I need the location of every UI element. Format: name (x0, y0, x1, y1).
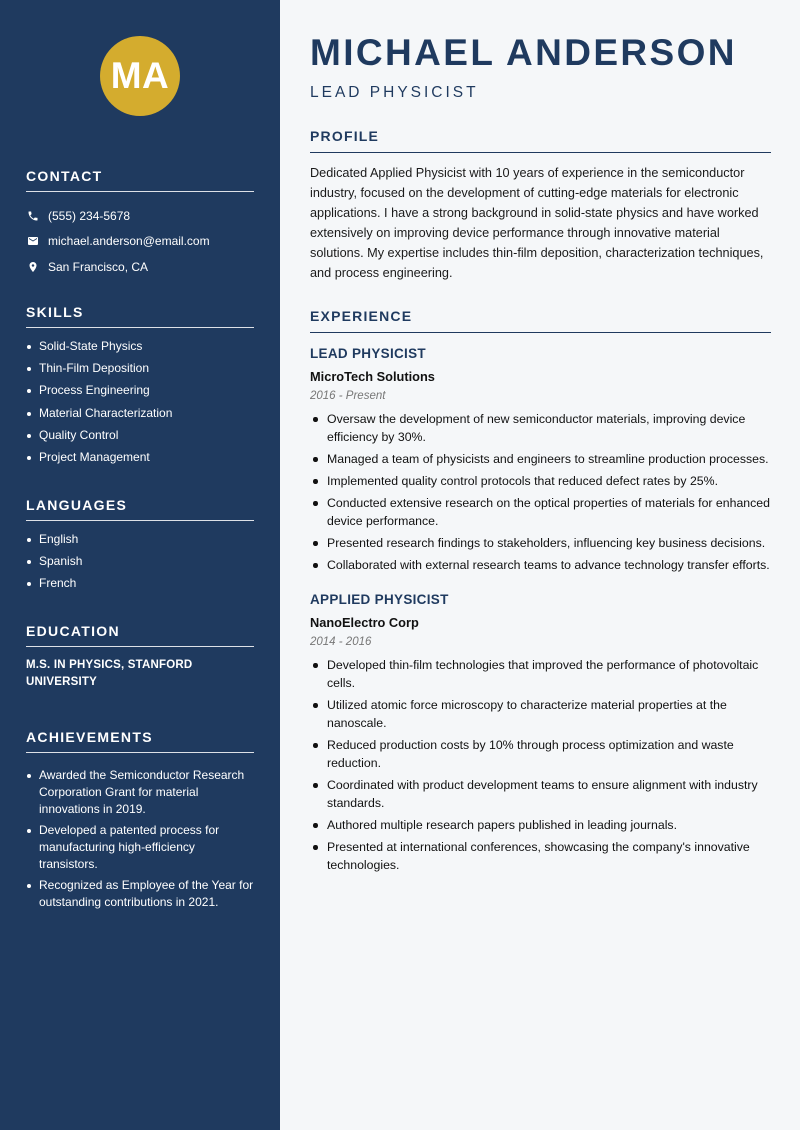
profile-section (310, 128, 771, 283)
contact-heading: CONTACT (26, 168, 254, 192)
languages-section (26, 497, 254, 598)
candidate-name: MICHAEL ANDERSON (310, 32, 737, 73)
avatar: MA (100, 36, 180, 116)
achievements-heading: ACHIEVEMENTS (26, 729, 254, 753)
job-title: LEAD PHYSICIST (310, 346, 426, 361)
skills-section (26, 304, 254, 471)
skill-item: Quality Control (26, 427, 254, 445)
profile-summary: Dedicated Applied Physicist with 10 years of experience in the semiconductor industry, focused on the development of cutting-edge materials for electronic applications. I have a strong background in solid-state physics and have worked extensively on improving device performance through innovative material solutions. My expertise includes thin-film deposition, characterization techniques, and process engineering. (310, 166, 764, 280)
contact-email[interactable] (26, 229, 254, 255)
job-bullet: Coordinated with product development teams to ensure alignment with industry standards. (310, 776, 771, 812)
job-bullet: Utilized atomic force microscopy to characterize material properties at the nanoscale. (310, 696, 771, 732)
achievement-item: Developed a patented process for manufacturing high-efficiency transistors. (26, 822, 254, 873)
skill-item: Thin-Film Deposition (26, 360, 254, 378)
achievement-item: Recognized as Employee of the Year for outstanding contributions in 2021. (26, 877, 254, 911)
language-item: English (26, 531, 254, 549)
job-entry (310, 346, 771, 574)
job-bullet: Conducted extensive research on the optical properties of materials for enhanced device performance. (310, 494, 771, 530)
skills-heading: SKILLS (26, 304, 254, 328)
skills-list (26, 338, 254, 466)
education-heading: EDUCATION (26, 623, 254, 647)
skill-item: Process Engineering (26, 382, 254, 400)
education-section (26, 623, 254, 691)
job-company: NanoElectro Corp (310, 615, 419, 630)
job-dates: 2016 - Present (310, 390, 386, 402)
contact-list (26, 203, 254, 280)
job-company: MicroTech Solutions (310, 369, 435, 384)
contact-email-text: michael.anderson@email.com (48, 234, 210, 249)
contact-location (26, 254, 254, 280)
job-bullet: Oversaw the development of new semiconductor materials, improving device efficiency by 30%. (310, 410, 771, 446)
job-bullet: Developed thin-film technologies that improved the performance of photovoltaic cells. (310, 656, 771, 692)
job-title: APPLIED PHYSICIST (310, 592, 449, 607)
job-entry (310, 592, 771, 874)
achievements-list (26, 767, 254, 911)
job-bullet: Collaborated with external research teams to advance technology transfer efforts. (310, 556, 771, 574)
job-bullet: Presented research findings to stakeholders, influencing key business decisions. (310, 534, 771, 552)
languages-list (26, 531, 254, 593)
achievement-item: Awarded the Semiconductor Research Corporation Grant for material innovations in 2019. (26, 767, 254, 818)
candidate-title: LEAD PHYSICIST (310, 84, 479, 101)
job-bullet: Authored multiple research papers published in leading journals. (310, 816, 771, 834)
profile-heading: PROFILE (310, 128, 771, 153)
contact-section (26, 168, 254, 280)
sidebar (0, 0, 280, 1130)
contact-location-text: San Francisco, CA (48, 259, 149, 274)
job-bullet: Reduced production costs by 10% through process optimization and waste reduction. (310, 736, 771, 772)
job-bullets (310, 410, 771, 574)
languages-heading: LANGUAGES (26, 497, 254, 521)
skill-item: Material Characterization (26, 405, 254, 423)
language-item: French (26, 575, 254, 593)
job-bullet: Managed a team of physicists and engineers to streamline production processes. (310, 450, 771, 468)
experience-section (310, 308, 771, 878)
job-bullets (310, 656, 771, 874)
achievements-section (26, 729, 254, 915)
location-pin-icon (26, 260, 39, 273)
contact-phone-text: (555) 234-5678 (48, 208, 131, 223)
experience-heading: EXPERIENCE (310, 308, 771, 333)
job-dates: 2014 - 2016 (310, 636, 372, 648)
job-bullet: Presented at international conferences, showcasing the company's innovative technologies. (310, 838, 771, 874)
contact-phone[interactable] (26, 203, 254, 229)
education-degree: M.S. IN PHYSICS, STANFORD UNIVERSITY (26, 659, 193, 688)
email-icon (26, 235, 39, 248)
language-item: Spanish (26, 553, 254, 571)
skill-item: Solid-State Physics (26, 338, 254, 356)
job-bullet: Implemented quality control protocols that reduced defect rates by 25%. (310, 472, 771, 490)
skill-item: Project Management (26, 449, 254, 467)
phone-icon (26, 209, 39, 222)
